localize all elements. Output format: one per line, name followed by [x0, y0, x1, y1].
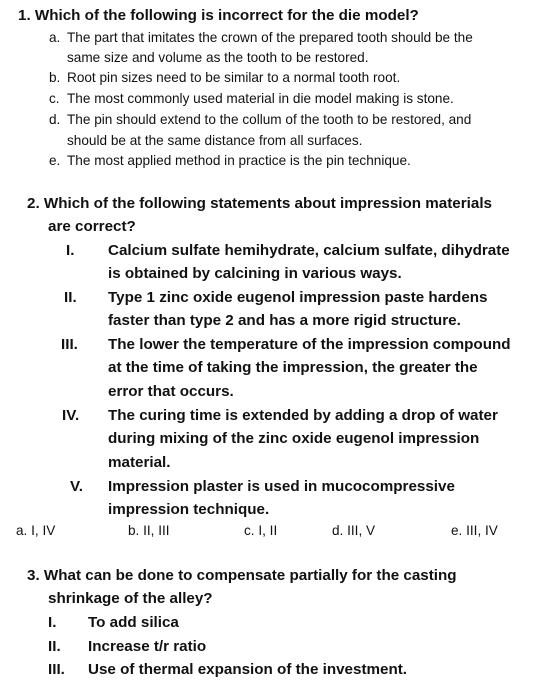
statement-numeral: I.: [66, 242, 75, 259]
question-2-title: [27, 193, 492, 215]
statement-text: material.: [108, 454, 171, 471]
option-text: should be at the same distance from all surfaces.: [67, 133, 363, 148]
question-3-number: 3.: [27, 567, 40, 584]
question-3-title-cont: [48, 588, 213, 610]
statement-numeral: IV.: [62, 407, 80, 424]
statement-text: error that occurs.: [108, 383, 234, 400]
question-3-text: What can be done to compensate partially for the casting: [43, 567, 457, 584]
question-1-text: Which of the following is incorrect for the die model?: [34, 7, 419, 24]
q2-answer-b: b. II, III: [128, 523, 170, 538]
statement-numeral: II.: [64, 289, 77, 306]
option-text: The pin should extend to the collum of the tooth to be restored, and: [67, 112, 472, 127]
question-2-text: Which of the following statements about impression materials: [43, 195, 492, 212]
statement-numeral: V.: [70, 478, 83, 495]
question-3-title: [27, 565, 457, 587]
statement-text: To add silica: [88, 614, 179, 631]
statement-text: Type 1 zinc oxide eugenol impression paste hardens: [108, 289, 488, 306]
statement-text: The curing time is extended by adding a drop of water: [108, 407, 498, 424]
statement-text: during mixing of the zinc oxide eugenol impression: [108, 430, 480, 447]
statement-numeral: II.: [48, 638, 61, 655]
option-letter: b.: [49, 70, 61, 85]
question-3-text: shrinkage of the alley?: [48, 590, 213, 607]
q2-answer-e: e. III, IV: [451, 523, 498, 538]
question-1-title: [18, 5, 419, 27]
statement-text: faster than type 2 and has a more rigid structure.: [108, 312, 461, 329]
option-text: The most commonly used material in die model making is stone.: [67, 91, 454, 106]
option-text: The part that imitates the crown of the prepared tooth should be the: [67, 30, 473, 45]
statement-text: is obtained by calcining in various ways.: [108, 265, 402, 282]
option-letter: d.: [49, 112, 61, 127]
option-letter: e.: [49, 153, 61, 168]
statement-text: Increase t/r ratio: [88, 638, 207, 655]
option-letter: a.: [49, 30, 61, 45]
question-2-text: are correct?: [48, 218, 136, 235]
option-text: The most applied method in practice is the pin technique.: [67, 153, 411, 168]
question-2-title-cont: [48, 216, 136, 238]
statement-numeral: III.: [48, 661, 65, 678]
q2-answer-d: d. III, V: [332, 523, 376, 538]
option-text: Root pin sizes need to be similar to a normal tooth root.: [67, 70, 401, 85]
statement-text: Impression plaster is used in mucocompressive: [108, 478, 455, 495]
q2-answer-a: a. I, IV: [16, 523, 56, 538]
statement-text: impression technique.: [108, 501, 270, 518]
statement-text: The lower the temperature of the impression compound: [108, 336, 511, 353]
statement-numeral: III.: [61, 336, 78, 353]
question-2-number: 2.: [27, 195, 40, 212]
option-text: same size and volume as the tooth to be restored.: [67, 50, 369, 65]
statement-numeral: I.: [48, 614, 57, 631]
q2-answer-c: c. I, II: [244, 523, 278, 538]
statement-text: Use of thermal expansion of the investment.: [88, 661, 408, 678]
option-letter: c.: [49, 91, 60, 106]
statement-text: at the time of taking the impression, the greater the: [108, 359, 478, 376]
question-1-number: 1.: [18, 7, 31, 24]
statement-text: Calcium sulfate hemihydrate, calcium sulfate, dihydrate: [108, 242, 510, 259]
